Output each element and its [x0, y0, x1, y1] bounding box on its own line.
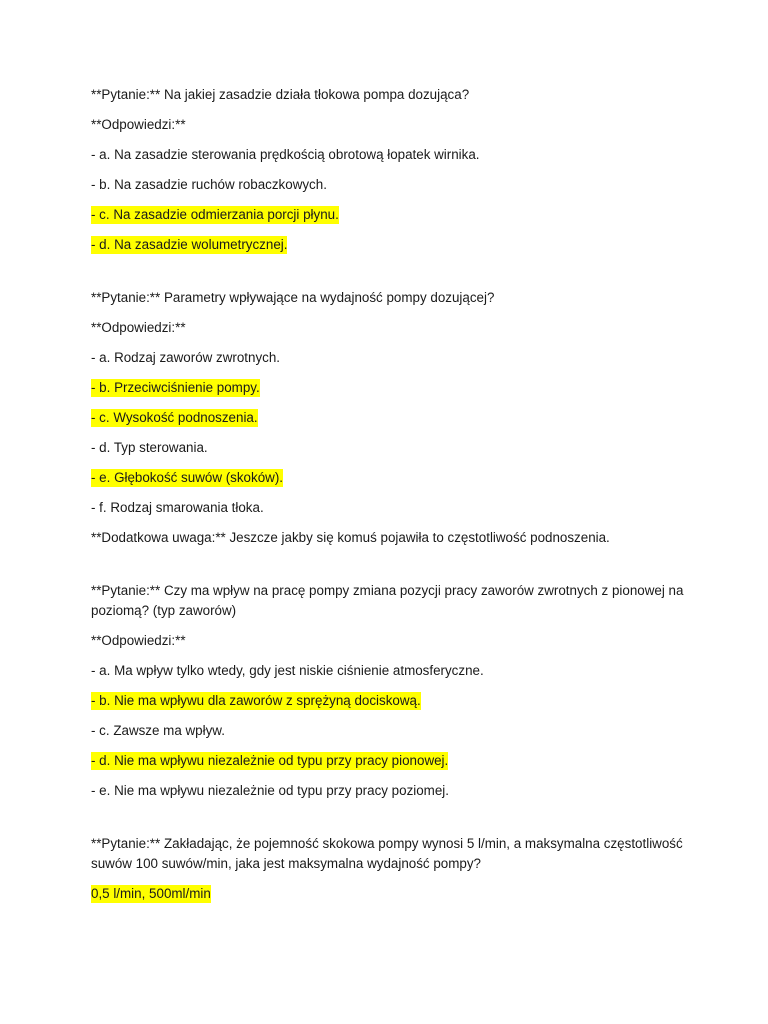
- answer-option: [91, 781, 691, 801]
- answer-text: - f. Rodzaj smarowania tłoka.: [91, 500, 264, 515]
- answer-option: [91, 348, 691, 368]
- answer-option: [91, 175, 691, 195]
- highlighted-answer-text: - d. Na zasadzie wolumetrycznej.: [91, 237, 288, 252]
- question-block-3: [91, 581, 691, 801]
- answer-option: [91, 235, 691, 255]
- additional-note: **Dodatkowa uwaga:** Jeszcze jakby się komuś pojawiła to częstotliwość podnoszenia.: [91, 530, 610, 545]
- highlighted-answer-text: - b. Przeciwciśnienie pompy.: [91, 380, 260, 395]
- answer-option: [91, 691, 691, 711]
- answer-option: [91, 468, 691, 488]
- answer-text: - a. Ma wpływ tylko wtedy, gdy jest niskie ciśnienie atmosferyczne.: [91, 663, 484, 678]
- answer-text: - c. Zawsze ma wpływ.: [91, 723, 225, 738]
- answer-text: - a. Rodzaj zaworów zwrotnych.: [91, 350, 281, 365]
- answer-option: [91, 378, 691, 398]
- question-text: **Pytanie:** Parametry wpływające na wydajność pompy dozującej?: [91, 290, 495, 305]
- answer-option: [91, 751, 691, 771]
- answer-option: [91, 661, 691, 681]
- answers-label: **Odpowiedzi:**: [91, 320, 186, 335]
- highlighted-answer-text: - c. Na zasadzie odmierzania porcji płynu.: [91, 207, 339, 222]
- answer-option: [91, 721, 691, 741]
- answer-option: [91, 408, 691, 428]
- question-text: **Pytanie:** Czy ma wpływ na pracę pompy zmiana pozycji pracy zaworów zwrotnych z pionowej na poziomą? (typ zaworów): [91, 583, 684, 618]
- answer-text: - d. Typ sterowania.: [91, 440, 208, 455]
- question-block-2: [91, 288, 691, 548]
- question-block-4: [91, 834, 691, 904]
- question-block-1: [91, 85, 691, 255]
- highlighted-answer-text: - b. Nie ma wpływu dla zaworów z sprężyną dociskową.: [91, 693, 421, 708]
- answer-text: - a. Na zasadzie sterowania prędkością obrotową łopatek wirnika.: [91, 147, 480, 162]
- question-text: **Pytanie:** Zakładając, że pojemność skokowa pompy wynosi 5 l/min, a maksymalna częstotliwość suwów 100 suwów/min, jaka jest maksymalna wydajność pompy?: [91, 836, 683, 871]
- question-text: **Pytanie:** Na jakiej zasadzie działa tłokowa pompa dozująca?: [91, 87, 470, 102]
- answer-option: [91, 498, 691, 518]
- answer-option: [91, 205, 691, 225]
- answer-option: [91, 884, 691, 904]
- document-page: [91, 85, 691, 914]
- answer-option: [91, 438, 691, 458]
- highlighted-answer-text: - e. Głębokość suwów (skoków).: [91, 470, 283, 485]
- answer-option: [91, 145, 691, 165]
- answers-label: **Odpowiedzi:**: [91, 117, 186, 132]
- highlighted-answer-text: - c. Wysokość podnoszenia.: [91, 410, 258, 425]
- answers-label: **Odpowiedzi:**: [91, 633, 186, 648]
- answer-text: - b. Na zasadzie ruchów robaczkowych.: [91, 177, 327, 192]
- highlighted-answer-text: - d. Nie ma wpływu niezależnie od typu przy pracy pionowej.: [91, 753, 449, 768]
- highlighted-answer-text: 0,5 l/min, 500ml/min: [91, 886, 211, 901]
- answer-text: - e. Nie ma wpływu niezależnie od typu przy pracy poziomej.: [91, 783, 449, 798]
